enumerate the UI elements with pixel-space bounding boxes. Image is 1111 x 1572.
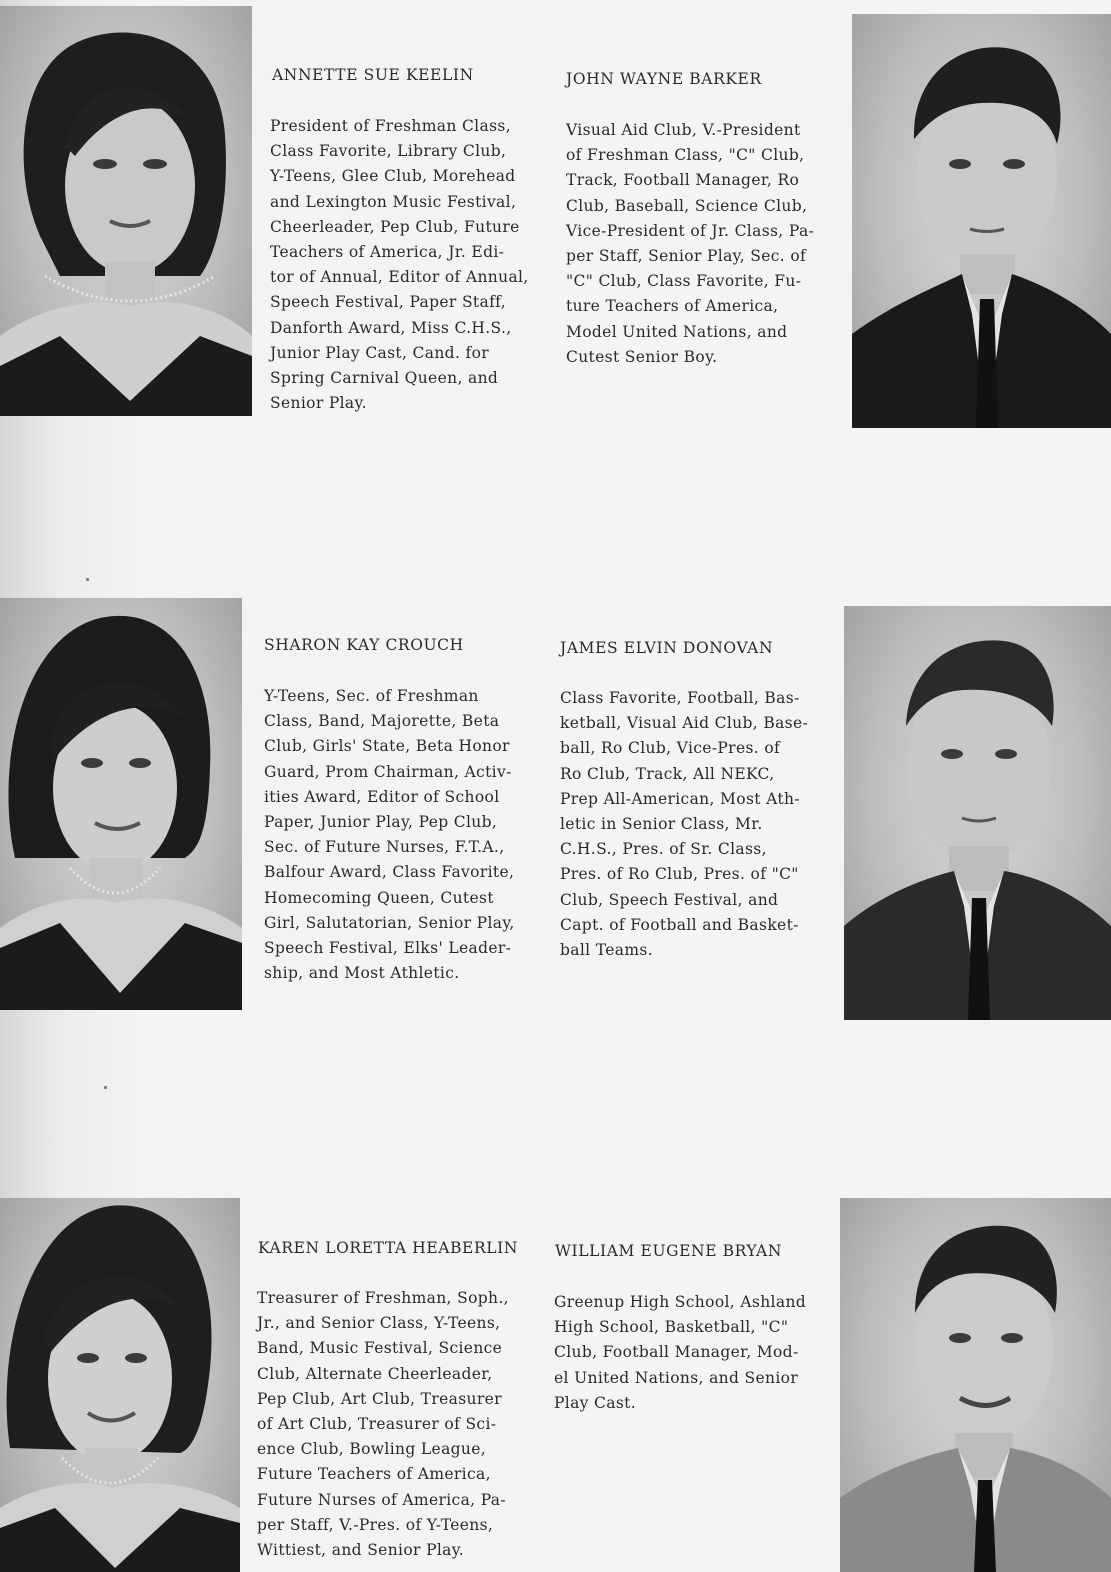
bio-line: C.H.S., Pres. of Sr. Class, xyxy=(560,840,767,859)
bio-line: tor of Annual, Editor of Annual, xyxy=(270,268,529,287)
student-name: ANNETTE SUE KEELIN xyxy=(272,66,474,84)
bio-line: Homecoming Queen, Cutest xyxy=(264,888,494,907)
bio-line: Senior Play. xyxy=(270,394,367,413)
bio-line: Cutest Senior Boy. xyxy=(566,347,718,366)
bio-line: Speech Festival, Elks' Leader- xyxy=(264,939,512,958)
bio-line: Y-Teens, Sec. of Freshman xyxy=(264,687,479,705)
bio-line: Speech Festival, Paper Staff, xyxy=(270,293,506,312)
bio-line: Greenup High School, Ashland xyxy=(554,1293,807,1311)
portrait-girl-graphic xyxy=(0,598,242,1010)
bio-line: Cheerleader, Pep Club, Future xyxy=(270,217,520,236)
bio-line: of Freshman Class, "C" Club, xyxy=(566,146,805,165)
bio-line: Capt. of Football and Basket- xyxy=(560,915,799,934)
bio-line: Y-Teens, Glee Club, Morehead xyxy=(270,167,516,186)
portrait-photo-william xyxy=(840,1198,1111,1572)
bio-line: Visual Aid Club, V.-President xyxy=(566,121,801,139)
bio-line: Jr., and Senior Class, Y-Teens, xyxy=(257,1314,501,1333)
bio-line: ship, and Most Athletic. xyxy=(264,964,460,983)
bio-line: Club, Girls' State, Beta Honor xyxy=(264,737,510,756)
bio-line: ball Teams. xyxy=(560,941,653,960)
student-bio xyxy=(270,114,529,416)
bio-line: Band, Music Festival, Science xyxy=(257,1339,503,1358)
portrait-photo-annette xyxy=(0,6,252,416)
bio-line: Girl, Salutatorian, Senior Play, xyxy=(264,913,515,932)
bio-line: Prep All-American, Most Ath- xyxy=(560,789,800,808)
bio-line: Guard, Prom Chairman, Activ- xyxy=(264,762,512,781)
bio-line: Club, Alternate Cheerleader, xyxy=(257,1364,493,1383)
bio-line: ture Teachers of America, xyxy=(566,297,779,316)
bio-line: per Staff, Senior Play, Sec. of xyxy=(566,247,807,266)
bio-line: Paper, Junior Play, Pep Club, xyxy=(264,813,498,832)
bio-line: Class, Band, Majorette, Beta xyxy=(264,712,500,731)
page-speck xyxy=(104,1086,107,1089)
bio-line: Junior Play Cast, Cand. for xyxy=(270,343,490,362)
bio-line: Vice-President of Jr. Class, Pa- xyxy=(566,221,815,240)
bio-line: Danforth Award, Miss C.H.S., xyxy=(270,318,512,337)
bio-line: letic in Senior Class, Mr. xyxy=(560,815,763,834)
portrait-girl-graphic xyxy=(0,1198,240,1572)
student-bio xyxy=(257,1286,509,1563)
student-name: JOHN WAYNE BARKER xyxy=(566,70,762,88)
portrait-photo-sharon xyxy=(0,598,242,1010)
student-name: KAREN LORETTA HEABERLIN xyxy=(258,1239,519,1257)
portrait-boy-graphic xyxy=(840,1198,1111,1572)
bio-line: Treasurer of Freshman, Soph., xyxy=(257,1289,509,1307)
bio-line: ketball, Visual Aid Club, Base- xyxy=(560,714,809,733)
bio-line: ball, Ro Club, Vice-Pres. of xyxy=(560,739,781,758)
student-bio xyxy=(566,118,814,370)
bio-line: Ro Club, Track, All NEKC, xyxy=(560,764,775,783)
bio-line: el United Nations, and Senior xyxy=(554,1368,799,1387)
student-name: SHARON KAY CROUCH xyxy=(264,636,464,654)
bio-line: Pres. of Ro Club, Pres. of "C" xyxy=(560,865,799,884)
bio-line: Model United Nations, and xyxy=(566,322,788,341)
bio-line: of Art Club, Treasurer of Sci- xyxy=(257,1415,497,1434)
portrait-photo-karen xyxy=(0,1198,240,1572)
bio-line: Future Teachers of America, xyxy=(257,1465,491,1484)
bio-line: ities Award, Editor of School xyxy=(264,787,500,806)
student-name: WILLIAM EUGENE BRYAN xyxy=(555,1242,783,1260)
bio-line: Play Cast. xyxy=(554,1393,637,1412)
portrait-girl-graphic xyxy=(0,6,252,416)
bio-line: Pep Club, Art Club, Treasurer xyxy=(257,1389,502,1408)
portrait-photo-james xyxy=(844,606,1111,1020)
bio-line: High School, Basketball, "C" xyxy=(554,1318,789,1337)
bio-line: President of Freshman Class, xyxy=(270,117,511,135)
bio-line: Class Favorite, Library Club, xyxy=(270,142,507,161)
bio-line: "C" Club, Class Favorite, Fu- xyxy=(566,272,802,291)
bio-line: ence Club, Bowling League, xyxy=(257,1440,487,1459)
portrait-photo-john xyxy=(852,14,1111,428)
bio-line: Balfour Award, Class Favorite, xyxy=(264,863,515,882)
bio-line: Wittiest, and Senior Play. xyxy=(257,1541,465,1560)
bio-line: Teachers of America, Jr. Edi- xyxy=(270,243,505,262)
bio-line: Club, Baseball, Science Club, xyxy=(566,196,808,215)
student-bio xyxy=(264,684,515,986)
bio-line: Future Nurses of America, Pa- xyxy=(257,1490,506,1509)
bio-line: Sec. of Future Nurses, F.T.A., xyxy=(264,838,505,857)
bio-line: and Lexington Music Festival, xyxy=(270,192,517,211)
student-bio xyxy=(560,686,808,963)
student-name: JAMES ELVIN DONOVAN xyxy=(560,639,774,657)
bio-line: per Staff, V.-Pres. of Y-Teens, xyxy=(257,1515,494,1534)
bio-line: Class Favorite, Football, Bas- xyxy=(560,689,800,707)
bio-line: Club, Speech Festival, and xyxy=(560,890,779,909)
student-bio xyxy=(554,1290,806,1416)
portrait-boy-graphic xyxy=(852,14,1111,428)
portrait-boy-graphic xyxy=(844,606,1111,1020)
page-speck xyxy=(86,578,89,581)
bio-line: Club, Football Manager, Mod- xyxy=(554,1343,799,1362)
bio-line: Spring Carnival Queen, and xyxy=(270,369,499,388)
bio-line: Track, Football Manager, Ro xyxy=(566,171,800,190)
